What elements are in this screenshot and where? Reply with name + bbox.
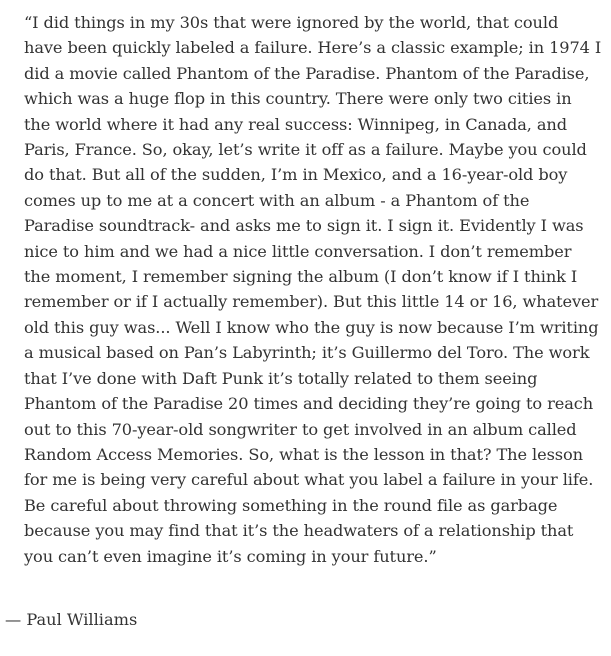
quote-line: nice to him and we had a nice little conversation. I don’t remember — [24, 241, 572, 261]
quote-line: Paradise soundtrack- and asks me to sign it. I sign it. Evidently I was — [24, 216, 584, 236]
quote-line: that I’ve done with Daft Punk it’s totally related to them seeing — [24, 368, 538, 388]
quote-line: Paris, France. So, okay, let’s write it off as a failure. Maybe you could — [24, 140, 587, 160]
quote-line: did a movie called Phantom of the Paradise. Phantom of the Paradise, — [24, 63, 590, 83]
quote-line: Phantom of the Paradise 20 times and deciding they’re going to reach — [24, 394, 594, 414]
quote-line: the moment, I remember signing the album (I don’t know if I think I — [24, 267, 578, 287]
quote-line: the world where it had any real success: Winnipeg, in Canada, and — [24, 114, 567, 134]
quote-line: old this guy was... Well I know who the guy is now because I’m writing — [24, 317, 599, 337]
quote-line: do that. But all of the sudden, I’m in Mexico, and a 16-year-old boy — [24, 165, 568, 185]
quote-line: for me is being very careful about what you label a failure in your life. — [24, 470, 594, 490]
quote-text — [24, 10, 602, 569]
quote-line: a musical based on Pan’s Labyrinth; it’s Guillermo del Toro. The work — [24, 343, 590, 363]
quote-line: Be careful about throwing something in the round file as garbage — [24, 495, 558, 515]
quote-line: comes up to me at a concert with an album - a Phantom of the — [24, 190, 530, 210]
quote-line: “I did things in my 30s that were ignored by the world, that could — [24, 13, 559, 32]
quote-line: remember or if I actually remember). But this little 14 or 16, whatever — [24, 292, 599, 312]
quote-line: out to this 70-year-old songwriter to get involved in an album called — [24, 419, 577, 439]
attribution: — Paul Williams — [5, 610, 138, 629]
quote-line: have been quickly labeled a failure. Here’s a classic example; in 1974 I — [24, 38, 602, 58]
quote-line: which was a huge flop in this country. There were only two cities in — [24, 89, 572, 109]
quote-line: you can’t even imagine it’s coming in your future.” — [24, 546, 437, 566]
quote-line: because you may find that it’s the headwaters of a relationship that — [24, 521, 574, 541]
quote-line: Random Access Memories. So, what is the lesson in that? The lesson — [24, 444, 583, 464]
